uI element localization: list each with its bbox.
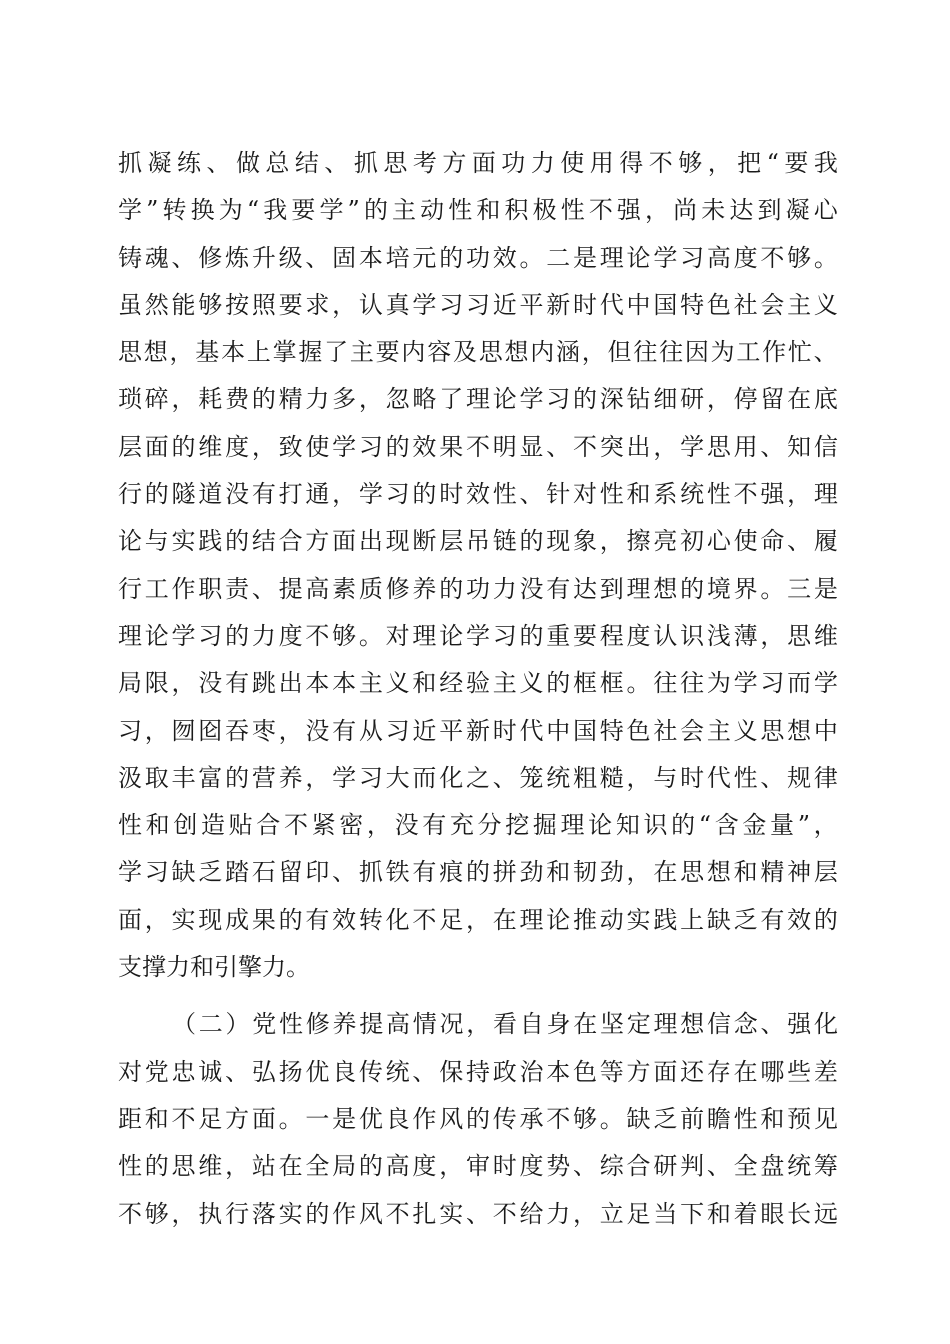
text-line: 距 和 不 足 方 面 。 一 是 优 良 作 风 的 传 承 不 够 。 缺 乏 前 瞻 性 和 预 见 — [118, 1104, 838, 1133]
text-line: 层 面 的 维 度 ， 致 使 学 习 的 效 果 不 明 显 、 不 突 出 ， 学 思 用 、 知 信 — [118, 432, 838, 461]
text-line: 理 论 学 习 的 力 度 不 够 。 对 理 论 学 习 的 重 要 程 度 认 识 浅 薄 ， 思 维 — [118, 621, 838, 650]
text-line: 汲 取 丰 富 的 营 养 ， 学 习 大 而 化 之 、 笼 统 粗 糙 ， 与 时 代 性 、 规 律 — [118, 763, 838, 792]
text-line: 论 与 实 践 的 结 合 方 面 出 现 断 层 吊 链 的 现 象 ， 擦 亮 初 心 使 命 、 履 — [118, 527, 838, 556]
text-line: 性 和 创 造 贴 合 不 紧 密 ， 没 有 充 分 挖 掘 理 论 知 识 的 “ 含 金 量 ” ， — [118, 811, 838, 840]
paragraph-1 — [118, 140, 838, 991]
text-line: 面 ， 实 现 成 果 的 有 效 转 化 不 足 ， 在 理 论 推 动 实 践 上 缺 乏 有 效 的 — [118, 905, 838, 934]
text-line: 习 ， 囫 囵 吞 枣 ， 没 有 从 习 近 平 新 时 代 中 国 特 色 社 会 主 义 思 想 中 — [118, 716, 838, 745]
text-line: 不 够 ， 执 行 落 实 的 作 风 不 扎 实 、 不 给 力 ， 立 足 当 下 和 着 眼 长 远 — [118, 1199, 838, 1228]
text-line: 行 工 作 职 责 、 提 高 素 质 修 养 的 功 力 没 有 达 到 理 想 的 境 界 。 三 是 — [118, 574, 838, 603]
text-line: 琐 碎 ， 耗 费 的 精 力 多 ， 忽 略 了 理 论 学 习 的 深 钻 细 研 ， 停 留 在 底 — [118, 385, 838, 414]
text-line: 学 习 缺 乏 踏 石 留 印 、 抓 铁 有 痕 的 拼 劲 和 韧 劲 ， 在 思 想 和 精 神 层 — [118, 858, 838, 887]
text-line: 性 的 思 维 ， 站 在 全 局 的 高 度 ， 审 时 度 势 、 综 合 研 判 、 全 盘 统 筹 — [118, 1152, 838, 1181]
text-line: 支撑力和引擎力。 — [118, 953, 310, 982]
paragraph-2 — [118, 1001, 838, 1237]
paragraph-gap — [118, 991, 838, 1001]
body-text — [118, 140, 838, 1238]
text-line: 抓 凝 练 、 做 总 结 、 抓 思 考 方 面 功 力 使 用 得 不 够 ， 把 “ 要 我 — [118, 149, 838, 177]
text-line: 对 党 忠 诚 、 弘 扬 优 良 传 统 、 保 持 政 治 本 色 等 方 面 还 存 在 哪 些 差 — [118, 1057, 838, 1086]
text-line: 行 的 隧 道 没 有 打 通 ， 学 习 的 时 效 性 、 针 对 性 和 系 统 性 不 强 ， 理 — [118, 480, 838, 509]
text-line: 局 限 ， 没 有 跳 出 本 本 主 义 和 经 验 主 义 的 框 框 。 往 往 为 学 习 而 学 — [118, 669, 838, 698]
text-line: 铸 魂 、 修 炼 升 级 、 固 本 培 元 的 功 效 。 二 是 理 论 学 习 高 度 不 够 。 — [118, 243, 838, 272]
text-line: 虽 然 能 够 按 照 要 求 ， 认 真 学 习 习 近 平 新 时 代 中 国 特 色 社 会 主 义 — [118, 290, 838, 319]
text-line: 学 ” 转 换 为 “ 我 要 学 ” 的 主 动 性 和 积 极 性 不 强 ， 尚 未 达 到 凝 心 — [118, 196, 838, 225]
text-line: （ 二 ） 党 性 修 养 提 高 情 况 ， 看 自 身 在 坚 定 理 想 信 念 、 强 化 — [172, 1010, 838, 1039]
text-line: 思 想 ， 基 本 上 掌 握 了 主 要 内 容 及 思 想 内 涵 ， 但 往 往 因 为 工 作 忙 、 — [118, 338, 838, 367]
